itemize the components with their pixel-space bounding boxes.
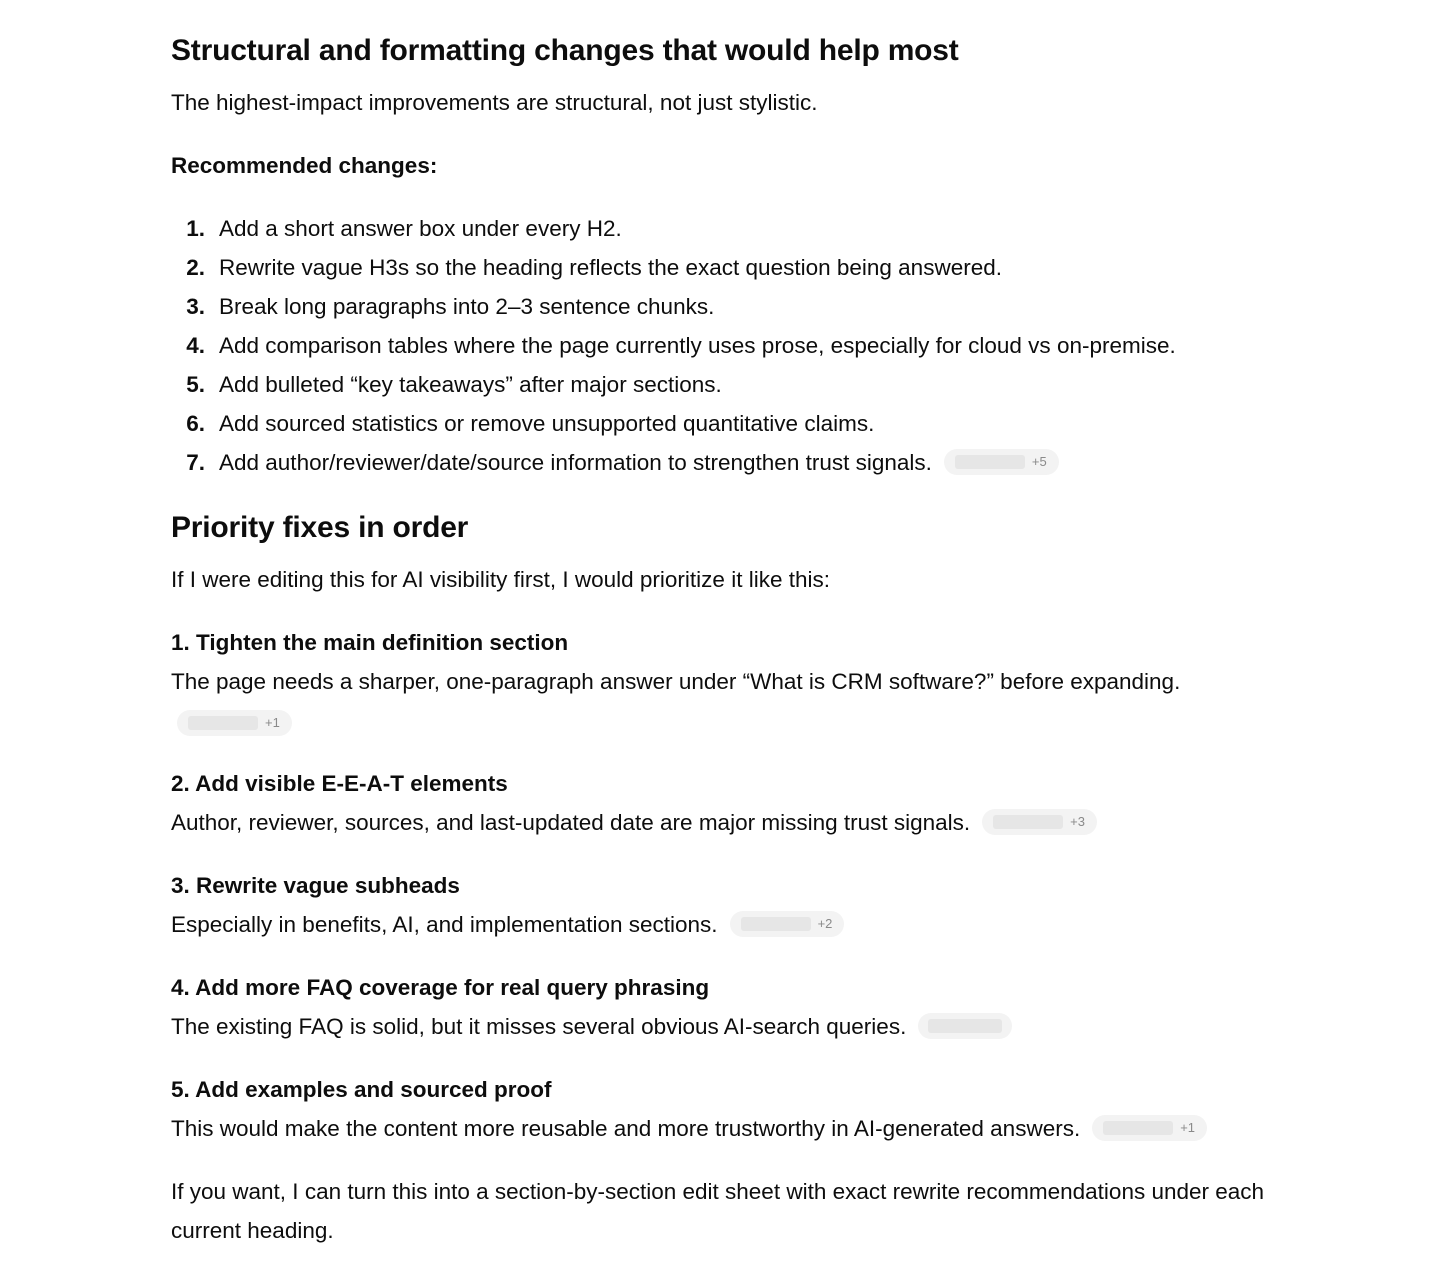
fix-heading-1: 1. Tighten the main definition section	[171, 630, 569, 655]
closing-paragraph: If you want, I can turn this into a section-by-section edit sheet with exact rewrite recommendations under each current heading.	[171, 1179, 1265, 1243]
list-item: 7. Add author/reviewer/date/source information to strengthen trust signals. +5	[171, 443, 1176, 482]
fix-heading-4: 4. Add more FAQ coverage for real query phrasing	[171, 975, 710, 1000]
fix-body-5: This would make the content more reusable and more trustworthy in AI-generated answers. +1	[171, 1109, 1207, 1148]
citation-source-placeholder	[955, 455, 1025, 469]
citation-source-placeholder	[993, 815, 1063, 829]
citation-source-placeholder	[928, 1019, 1002, 1033]
list-item: 1. Add a short answer box under every H2.	[186, 216, 622, 241]
recommended-changes-list	[171, 209, 1176, 482]
section-intro-priority: If I were editing this for AI visibility first, I would prioritize it like this:	[171, 567, 830, 592]
fix-heading-5: 5. Add examples and sourced proof	[171, 1077, 552, 1102]
citation-count: +1	[265, 714, 280, 730]
list-item: 2. Rewrite vague H3s so the heading reflects the exact question being answered.	[186, 255, 1002, 280]
list-item: 3. Break long paragraphs into 2–3 sentence chunks.	[186, 294, 715, 319]
section-intro-structural: The highest-impact improvements are structural, not just stylistic.	[171, 90, 818, 115]
citation-pill[interactable]	[1092, 1115, 1207, 1141]
fix-heading-2: 2. Add visible E-E-A-T elements	[171, 771, 508, 796]
fix-body-2: Author, reviewer, sources, and last-updated date are major missing trust signals. +3	[171, 803, 1097, 842]
citation-pill[interactable]	[918, 1013, 1012, 1039]
citation-source-placeholder	[741, 917, 811, 931]
citation-pill[interactable]	[730, 911, 845, 937]
recommended-changes-label: Recommended changes:	[171, 153, 438, 178]
list-item: 4. Add comparison tables where the page currently uses prose, especially for cloud vs on-premise.	[186, 333, 1176, 358]
citation-pill[interactable]	[944, 449, 1059, 475]
list-item: 5. Add bulleted “key takeaways” after major sections.	[186, 372, 722, 397]
citation-count: +1	[1180, 1120, 1196, 1136]
citation-count: +2	[817, 916, 833, 932]
fix-heading-3: 3. Rewrite vague subheads	[171, 873, 460, 898]
fix-citation-row-1	[171, 703, 292, 742]
section-title-structural: Structural and formatting changes that would help most	[171, 34, 959, 67]
citation-count: +5	[1031, 454, 1047, 470]
fix-body-4: The existing FAQ is solid, but it misses several obvious AI-search queries.	[171, 1007, 1012, 1046]
citation-count: +3	[1070, 814, 1085, 830]
citation-source-placeholder	[188, 716, 258, 730]
list-item: 6. Add sourced statistics or remove unsupported quantitative claims.	[186, 411, 875, 436]
citation-source-placeholder	[1103, 1121, 1173, 1135]
fix-body-1: The page needs a sharper, one-paragraph answer under “What is CRM software?” before expanding.	[171, 669, 1181, 694]
fix-body-3: Especially in benefits, AI, and implementation sections. +2	[171, 905, 844, 944]
citation-pill[interactable]	[982, 809, 1097, 835]
citation-pill[interactable]	[177, 710, 292, 736]
section-title-priority: Priority fixes in order	[171, 511, 469, 544]
